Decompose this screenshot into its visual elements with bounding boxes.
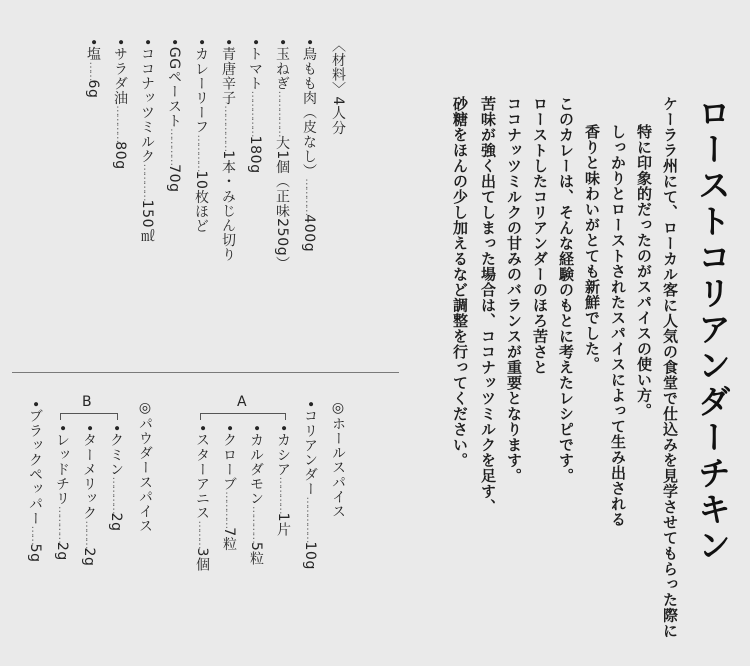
intro-line: 砂糖をほんの少し加えるなど調整を行ってください。: [451, 96, 469, 468]
group-label-a: A: [237, 394, 247, 410]
dot-leader: ……………: [222, 105, 235, 151]
recipe-title: ローストコリアンダーチキン: [693, 96, 732, 564]
intro-line: このカレーは、そんな経験のもとに考えたレシピです。: [557, 96, 575, 484]
dot-leader: ……: [87, 61, 100, 80]
ingredient-row: [194, 38, 208, 233]
spice-name: •ブラックペッパー: [27, 400, 43, 526]
group-bracket-b-tick: [117, 413, 118, 420]
intro-line: 特に印象的だったのがスパイスの使い方。: [635, 124, 653, 419]
dot-leader: …………: [141, 163, 154, 200]
spice-amount: 7粒: [221, 527, 237, 552]
spice-row: [303, 400, 317, 570]
dot-leader: …………: [195, 134, 208, 171]
ingredient-name: •ココナッツミルク: [139, 38, 155, 164]
ingredient-name: •カレーリーフ: [193, 38, 209, 135]
ingredient-amount: 180g: [247, 135, 263, 174]
dot-leader: …………: [114, 105, 127, 142]
spice-amount: 1片: [275, 512, 291, 537]
ingredient-row: [167, 38, 181, 193]
spice-name: •カシア: [275, 424, 291, 477]
dot-leader: ……: [29, 525, 42, 544]
ingredient-amount: 80g: [112, 141, 128, 170]
group-bracket-b: [60, 413, 118, 414]
dot-leader: …………: [250, 505, 263, 542]
spice-row: [195, 424, 209, 572]
dot-leader: …………: [223, 491, 236, 528]
ingredient-row: [140, 38, 154, 243]
spice-row: [222, 424, 236, 551]
ingredient-amount: 150㎖: [139, 199, 155, 243]
section-divider: [12, 372, 399, 373]
spice-name: •クミン: [108, 424, 124, 477]
dot-leader: ……………: [276, 90, 289, 136]
ingredient-name: •玉ねぎ: [274, 38, 290, 91]
dot-leader: …………: [168, 128, 181, 165]
spice-amount: 2g: [108, 512, 124, 532]
spice-amount: 2g: [54, 541, 70, 561]
spice-row: [276, 424, 290, 537]
spice-amount: 5粒: [248, 541, 264, 566]
spice-amount: 5g: [27, 543, 43, 563]
ingredient-name: •鳥もも肉（皮なし）: [301, 38, 317, 179]
materials-heading: 〈材料〉4人分: [330, 38, 346, 136]
group-bracket-b-tick: [60, 413, 61, 420]
ingredient-amount: 10枚ほど: [193, 170, 209, 234]
ingredient-amount: 大1個（正味250g）: [274, 135, 290, 271]
group-bracket-a-tick: [285, 413, 286, 420]
intro-line: 香りと味わいがとても新鮮でした。: [583, 124, 601, 372]
intro-line: 苦味が強く出てしまった場合は、ココナッツミルクを足す、: [479, 96, 497, 515]
dot-leader: …………: [56, 505, 69, 542]
spice-name: •ターメリック: [81, 424, 97, 521]
dot-leader: ……………: [249, 90, 262, 136]
spice-name: •コリアンダー: [302, 400, 318, 497]
intro-line: ケーララ州にて、ローカル客に人気の食堂で仕込みを見学させてもらった際に: [661, 96, 679, 639]
spice-row: [55, 424, 69, 561]
ingredient-row: [86, 38, 100, 98]
dot-leader: …………: [110, 476, 123, 513]
spice-row: [82, 424, 96, 566]
group-bracket-a: [200, 413, 286, 414]
dot-leader: ………: [83, 520, 96, 548]
group-label-b: B: [82, 394, 92, 410]
ingredient-amount: 6g: [85, 79, 101, 99]
ingredient-amount: 400g: [301, 214, 317, 253]
ingredient-amount: 1本・みじん切り: [220, 150, 236, 262]
powder-spice-heading: ◎パウダースパイス: [137, 400, 153, 534]
group-bracket-a-tick: [200, 413, 201, 420]
spice-name: •レッドチリ: [54, 424, 70, 506]
ingredient-row: [221, 38, 235, 262]
dot-leader: …………: [303, 178, 316, 215]
whole-spice-heading: ◎ホールスパイス: [330, 400, 346, 519]
ingredient-row: [275, 38, 289, 271]
spice-amount: 10g: [302, 541, 318, 570]
ingredient-name: •サラダ油: [112, 38, 128, 106]
ingredient-name: •GGペースト: [166, 38, 182, 129]
spice-row: [109, 424, 123, 532]
intro-line: ローストしたコリアンダーのほろ苦さと: [531, 96, 549, 375]
spice-amount: 2g: [81, 547, 97, 567]
intro-line: ココナッツミルクの甘みのバランスが重要となります。: [505, 96, 523, 484]
dot-leader: ……………: [304, 496, 317, 542]
ingredient-row: [248, 38, 262, 174]
spice-amount: 3個: [194, 547, 210, 572]
spice-row: [28, 400, 42, 563]
ingredient-name: •トマト: [247, 38, 263, 91]
ingredient-row: [113, 38, 127, 170]
ingredient-name: •青唐辛子: [220, 38, 236, 106]
ingredient-amount: 70g: [166, 164, 182, 193]
ingredient-name: •塩: [85, 38, 101, 62]
spice-row: [249, 424, 263, 566]
dot-leader: …………: [277, 476, 290, 513]
spice-name: •カルダモン: [248, 424, 264, 506]
dot-leader: ………: [196, 520, 209, 548]
ingredient-row: [302, 38, 316, 252]
intro-line: しっかりとローストされたスパイスによって生み出される: [609, 124, 627, 527]
spice-name: •スターアニス: [194, 424, 210, 521]
spice-name: •クローブ: [221, 424, 237, 492]
